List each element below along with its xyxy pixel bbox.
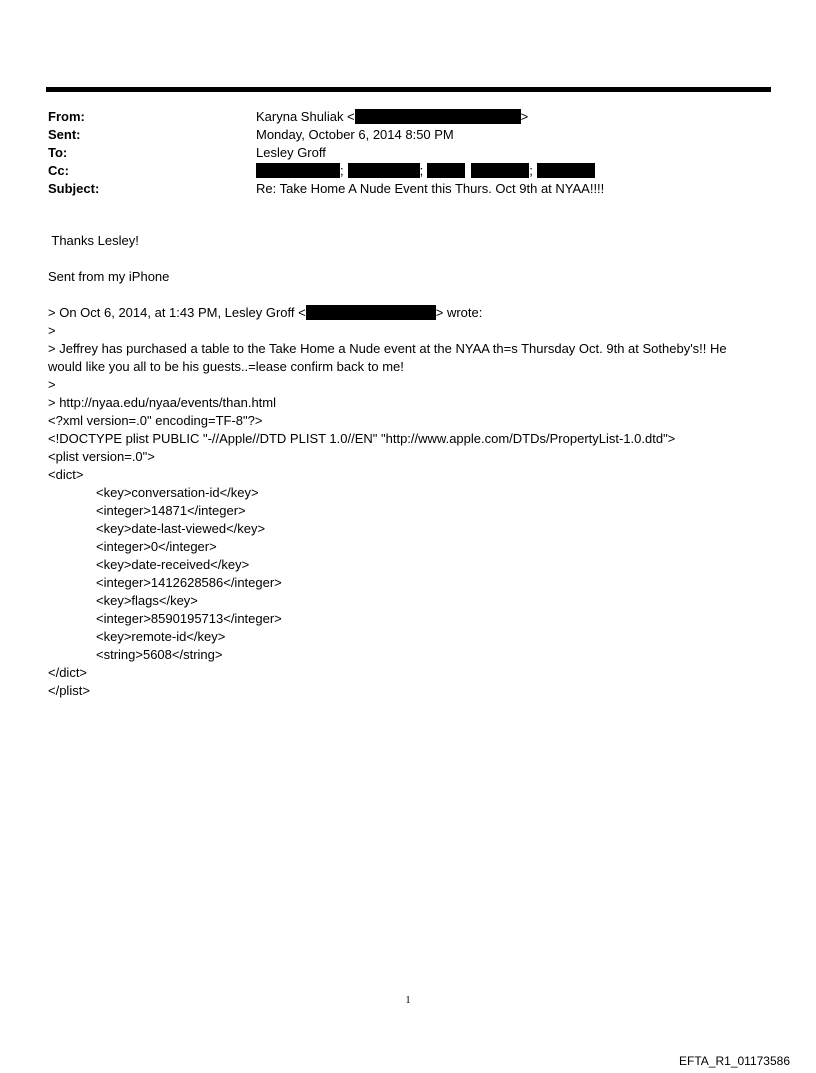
quote-url: > http://nyaa.edu/nyaa/events/than.html: [48, 395, 277, 410]
dict-line: <integer>8590195713</integer>: [96, 611, 282, 626]
redaction-box: [537, 163, 595, 178]
quote-line: would like you all to be his guests..=lease confirm back to me!: [48, 359, 404, 374]
sent-value: Monday, October 6, 2014 8:50 PM: [256, 127, 454, 142]
cc-separator: ;: [340, 163, 344, 178]
sent-row: [48, 126, 768, 144]
sent-label: Sent:: [48, 127, 81, 142]
body-line: Sent from my iPhone: [48, 269, 170, 284]
xml-line: </plist>: [48, 683, 90, 698]
dict-line: <string>5608</string>: [96, 647, 223, 662]
xml-line: <plist version=.0">: [48, 449, 155, 464]
dict-line: <key>conversation-id</key>: [96, 485, 259, 500]
cc-label: Cc:: [48, 163, 69, 178]
subject-row: [48, 180, 768, 198]
redaction-box: [355, 109, 521, 124]
header-rule: [46, 87, 771, 92]
redaction-box: [427, 163, 465, 178]
quote-line: >: [48, 377, 56, 392]
cc-value: [256, 162, 595, 180]
from-label: From:: [48, 109, 85, 124]
to-row: [48, 144, 768, 162]
xml-line: <!DOCTYPE plist PUBLIC "-//Apple//DTD PLIST 1.0//EN" "http://www.apple.com/DTDs/PropertyList-1.0.dtd">: [48, 431, 676, 446]
email-body: [48, 232, 778, 700]
xml-line: <dict>: [48, 467, 84, 482]
subject-label: Subject:: [48, 181, 100, 196]
dict-line: <key>date-last-viewed</key>: [96, 521, 266, 536]
xml-line: </dict>: [48, 665, 88, 680]
to-value: Lesley Groff: [256, 145, 326, 160]
dict-line: <key>remote-id</key>: [96, 629, 226, 644]
dict-line: <integer>14871</integer>: [96, 503, 246, 518]
xml-line: <?xml version=.0" encoding=TF-8"?>: [48, 413, 263, 428]
quote-intro-text: > On Oct 6, 2014, at 1:43 PM, Lesley Groff <: [48, 305, 306, 320]
cc-separator: ;: [419, 163, 424, 178]
cc-row: [48, 162, 768, 180]
redaction-box: [471, 163, 529, 178]
email-header: [48, 108, 768, 198]
subject-value: Re: Take Home A Nude Event this Thurs. Oct 9th at NYAA!!!!: [256, 181, 605, 196]
dict-line: <integer>1412628586</integer>: [96, 575, 282, 590]
body-line: Thanks Lesley!: [48, 233, 139, 248]
to-label: To:: [48, 145, 68, 160]
from-close: >: [520, 109, 529, 124]
quote-line: > Jeffrey has purchased a table to the Take Home a Nude event at the NYAA th=s Thursday Oct. 9th at Sotheby's!! He: [48, 341, 727, 356]
page-number: 1: [405, 994, 411, 1006]
quote-intro: [48, 304, 778, 322]
quote-intro-tail: > wrote:: [435, 305, 483, 320]
dict-line: <integer>0</integer>: [96, 539, 217, 554]
from-row: [48, 108, 768, 126]
bates-number: EFTA_R1_01173586: [679, 1054, 790, 1068]
quote-line: >: [48, 323, 56, 338]
from-name: Karyna Shuliak <: [256, 109, 355, 124]
cc-separator: ;: [529, 163, 533, 178]
from-value: [256, 108, 528, 126]
redaction-box: [256, 163, 340, 178]
dict-line: <key>flags</key>: [96, 593, 198, 608]
dict-line: <key>date-received</key>: [96, 557, 250, 572]
redaction-box: [348, 163, 420, 178]
redaction-box: [306, 305, 436, 320]
